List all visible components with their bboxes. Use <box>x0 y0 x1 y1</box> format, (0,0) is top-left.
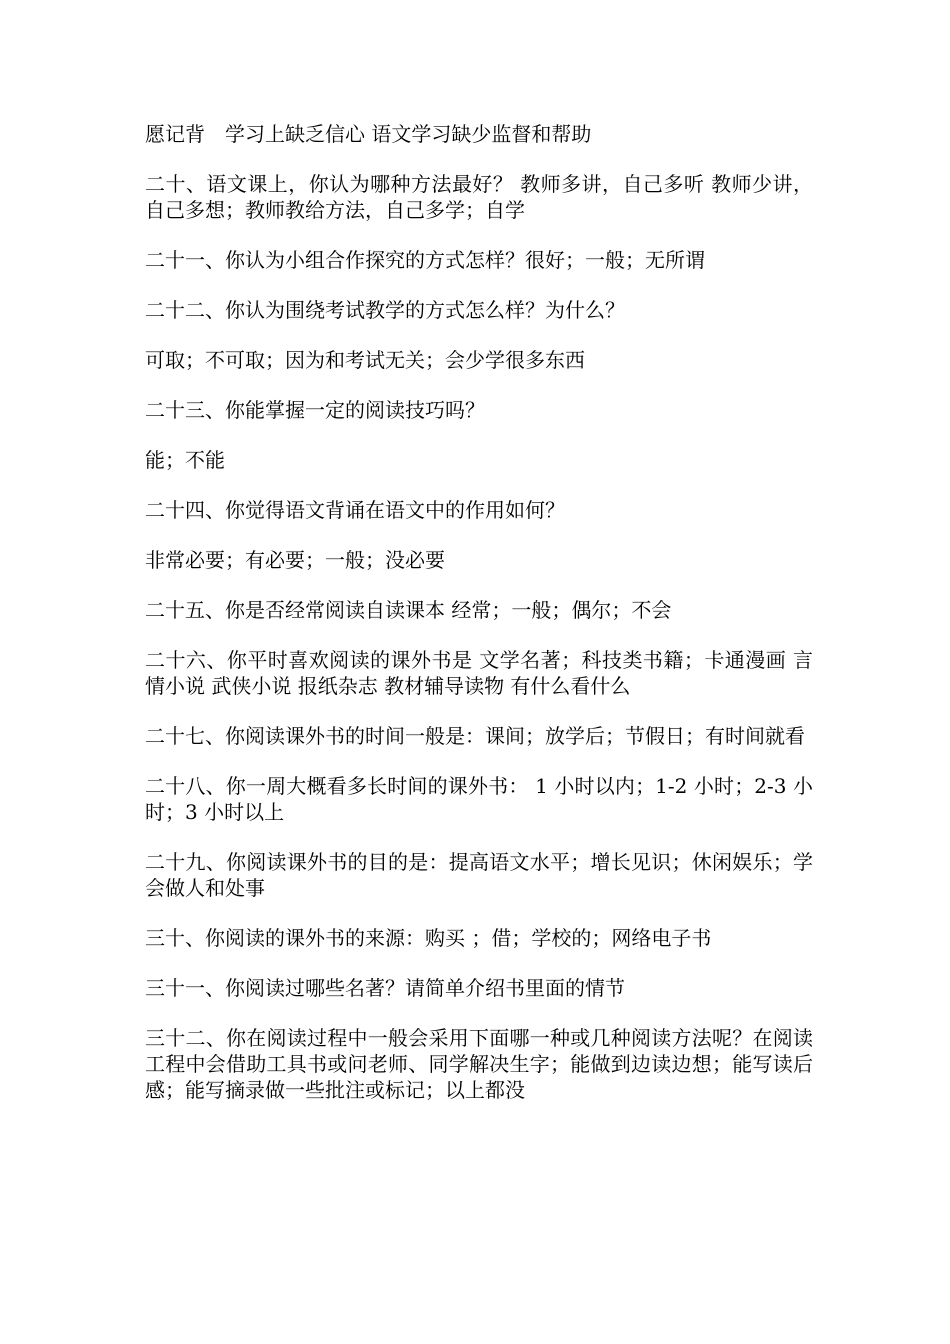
question-22-options: 可取；不可取；因为和考试无关；会少学很多东西 <box>145 348 585 372</box>
question-20: 二十、语文课上，你认为哪种方法最好？ 教师多讲，自己多听 教师少讲，自己多想；教师教给方法，自己多学；自学 <box>145 172 813 222</box>
question-25: 二十五、你是否经常阅读自读课本 经常；一般；偶尔；不会 <box>145 598 672 622</box>
question-27: 二十七、你阅读课外书的时间一般是：课间；放学后；节假日；有时间就看 <box>145 724 805 748</box>
question-31: 三十一、你阅读过哪些名著？请简单介绍书里面的情节 <box>145 976 625 1000</box>
paragraph-line-1: 愿记背 学习上缺乏信心 语文学习缺少监督和帮助 <box>145 122 592 146</box>
question-28: 二十八、你一周大概看多长时间的课外书： 1 小时以内；1-2 小时；2-3 小时；3 小时以上 <box>145 774 813 824</box>
question-24-options: 非常必要；有必要；一般；没必要 <box>145 548 445 572</box>
question-21: 二十一、你认为小组合作探究的方式怎样？很好；一般；无所谓 <box>145 248 705 272</box>
question-32: 三十二、你在阅读过程中一般会采用下面哪一种或几种阅读方法呢？在阅读工程中会借助工具书或问老师、同学解决生字；能做到边读边想；能写读后感；能写摘录做一些批注或标记；以上都没 <box>145 1026 813 1102</box>
question-30: 三十、你阅读的课外书的来源：购买 ；借；学校的；网络电子书 <box>145 926 712 950</box>
question-23: 二十三、你能掌握一定的阅读技巧吗？ <box>145 398 485 422</box>
question-29: 二十九、你阅读课外书的目的是：提高语文水平；增长见识；休闲娱乐；学会做人和处事 <box>145 850 813 900</box>
question-23-options: 能；不能 <box>145 448 225 472</box>
question-26: 二十六、你平时喜欢阅读的课外书是 文学名著；科技类书籍；卡通漫画 言情小说 武侠小说 报纸杂志 教材辅导读物 有什么看什么 <box>145 648 813 698</box>
question-24: 二十四、你觉得语文背诵在语文中的作用如何？ <box>145 498 565 522</box>
question-22: 二十二、你认为围绕考试教学的方式怎么样？为什么？ <box>145 298 625 322</box>
document-body <box>145 121 813 1127</box>
